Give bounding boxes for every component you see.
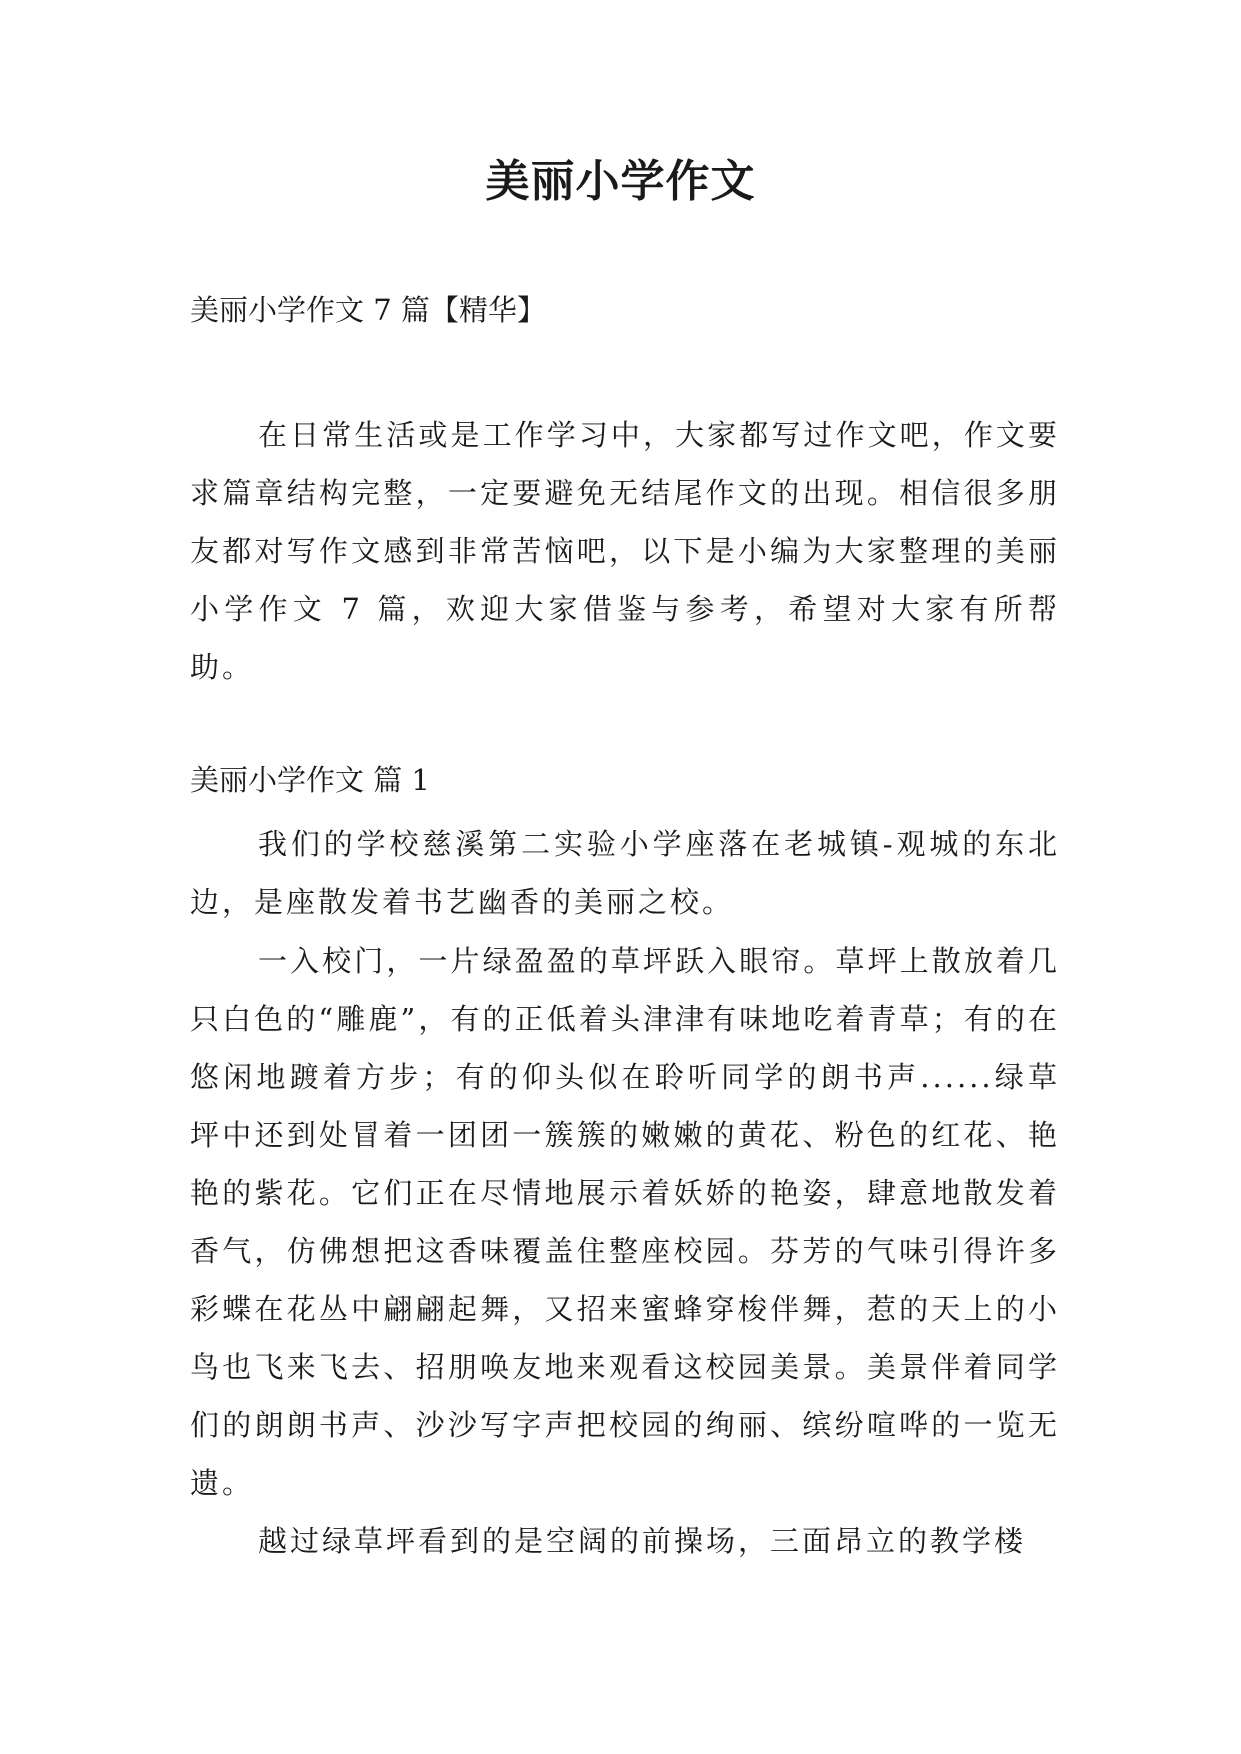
body-paragraph: 越过绿草坪看到的是空阔的前操场，三面昂立的教学楼 bbox=[258, 1524, 1027, 1558]
section-heading: 美丽小学作文 篇 1 bbox=[190, 763, 430, 797]
document-subtitle: 美丽小学作文 7 篇【精华】 bbox=[190, 293, 546, 327]
body-paragraph: 我们的学校慈溪第二实验小学座落在老城镇-观城的东北边，是座散发着书艺幽香的美丽之校。 bbox=[190, 827, 1060, 919]
document-title: 美丽小学作文 bbox=[485, 156, 756, 207]
intro-paragraph: 在日常生活或是工作学习中，大家都写过作文吧，作文要求篇章结构完整，一定要避免无结尾作文的出现。相信很多朋友都对写作文感到非常苦恼吧，以下是小编为大家整理的美丽小学作文 7 篇，欢迎大家借鉴与参考，希望对大家有所帮助。 bbox=[190, 418, 1060, 684]
body-paragraph: 一入校门，一片绿盈盈的草坪跃入眼帘。草坪上散放着几只白色的“雕鹿”，有的正低着头津津有味地吃着青草；有的在悠闲地踱着方步；有的仰头似在聆听同学的朗书声......绿草坪中还到处冒着一团团一簇簇的嫩嫩的黄花、粉色的红花、艳艳的紫花。它们正在尽情地展示着妖娇的艳姿，肆意地散发着香气，仿佛想把这香味覆盖住整座校园。芬芳的气味引得许多彩蝶在花丛中翩翩起舞，又招来蜜蜂穿梭伴舞，惹的天上的小鸟也飞来飞去、招朋唤友地来观看这校园美景。美景伴着同学们的朗朗书声、沙沙写字声把校园的绚丽、缤纷喧哗的一览无遗。 bbox=[190, 944, 1060, 1500]
